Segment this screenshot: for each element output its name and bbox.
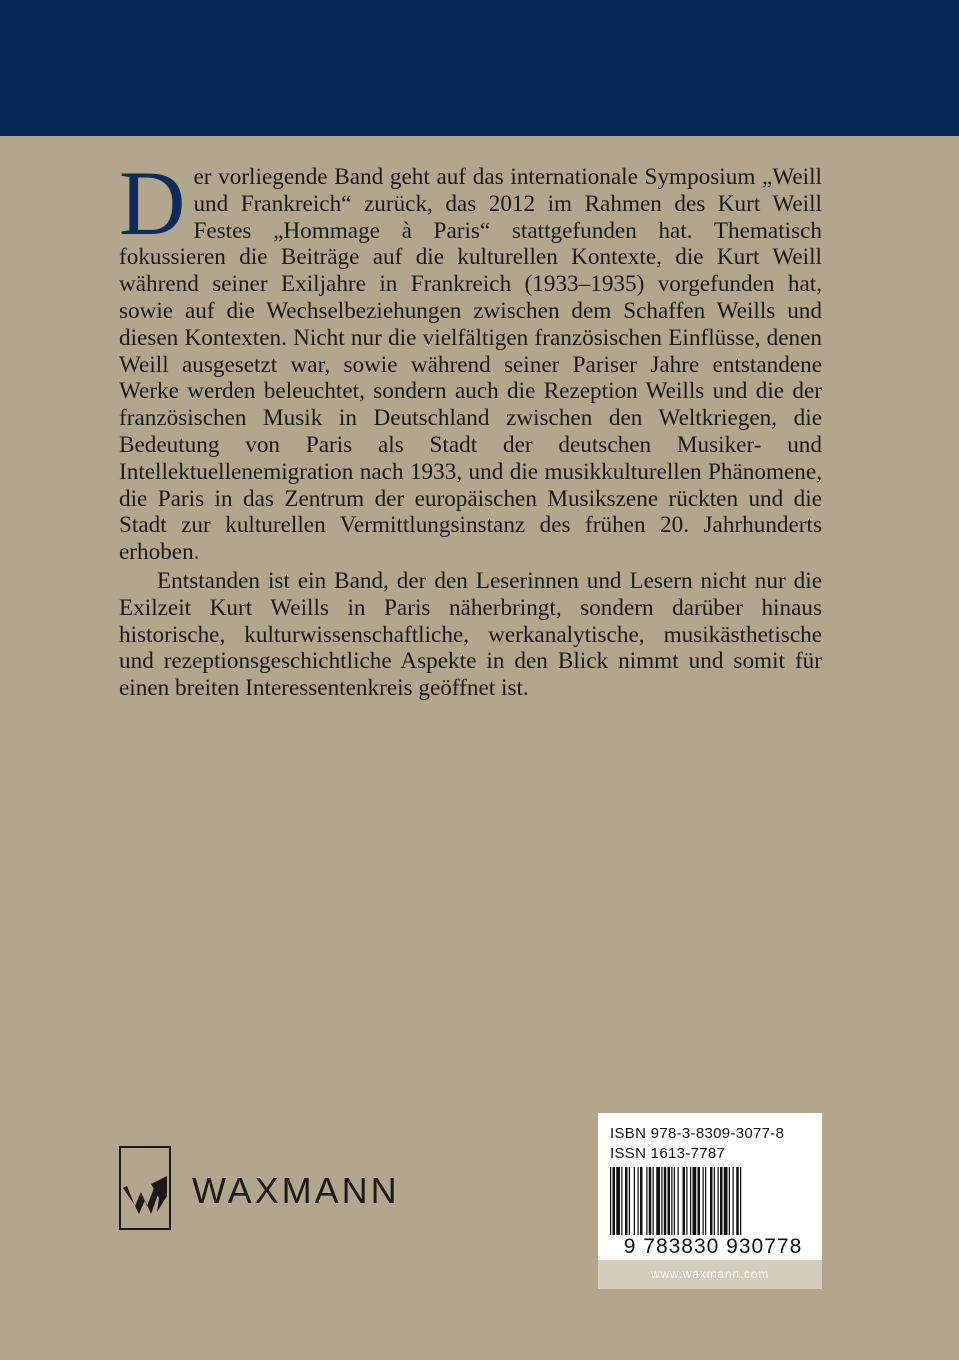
barcode-bar	[710, 1167, 713, 1235]
barcode-bar	[714, 1167, 715, 1235]
barcode-bar	[729, 1167, 730, 1235]
blurb-paragraph-1	[119, 152, 822, 566]
drop-cap: D	[119, 152, 186, 254]
barcode-bar	[664, 1167, 667, 1235]
barcode-bar	[718, 1167, 719, 1235]
barcode-bar	[638, 1167, 639, 1235]
barcode-bar	[668, 1167, 671, 1235]
issn-number: ISSN 1613-7787	[610, 1145, 726, 1162]
barcode-panel	[598, 1113, 822, 1260]
back-cover-blurb	[119, 152, 822, 702]
header-band	[0, 0, 959, 136]
barcode-bar	[705, 1167, 706, 1235]
barcode-bar	[661, 1167, 662, 1235]
blurb-paragraph-1-text: er vorliegende Band geht auf das internationale Symposium „Weill und Frankreich“ zurück, das 2012 im Rahmen des Kurt Weill Festes „Hommage à Paris“ stattgefunden hat. Thematisch fokussieren die Beiträge auf die kulturellen Kontexte, die Kurt Weill während seiner Exiljahre in Frankreich (1933–1935) vorgefunden hat, sowie auf die Wechselbeziehungen zwischen dem Schaffen Weills und diesen Kontexten. Nicht nur die vielfältigen französischen Einflüsse, denen Weill ausgesetzt war, sowie während seiner Pariser Jahre entstandene Werke werden beleuchtet, sondern auch die Rezeption Weills und die der französischen Musik in Deutschland zwischen den Weltkriegen, die Bedeutung von Paris als Stadt der deutschen Musiker- und Intellektuellenemigration nach 1933, und die musikkulturellen Phänomene, die Paris in das Zentrum der europäischen Musikszene rückten und die Stadt zur kulturellen Vermittlungsinstanz des frühen 20. Jahrhunderts erhoben.	[119, 164, 822, 566]
barcode-bar	[625, 1167, 628, 1235]
barcode-bar	[733, 1167, 734, 1235]
barcode-bar	[740, 1167, 741, 1235]
barcode-bar	[629, 1167, 630, 1235]
barcode-bar	[736, 1167, 739, 1235]
barcode-bar	[621, 1167, 622, 1235]
barcode-bar	[653, 1167, 654, 1235]
barcode-bar	[610, 1167, 611, 1235]
barcode-bar	[690, 1167, 691, 1235]
barcode-bar	[656, 1167, 660, 1235]
isbn-number: ISBN 978-3-8309-3077-8	[610, 1125, 785, 1142]
publisher-name: WAXMANN	[192, 1170, 400, 1211]
barcode-bar	[646, 1167, 647, 1235]
barcode-bar	[640, 1167, 643, 1235]
barcode-bars	[610, 1167, 810, 1237]
blurb-paragraph-2: Entstanden ist ein Band, der den Leserinnen und Lesern nicht nur die Exilzeit Kurt Weills in Paris näherbringt, sondern darüber hinaus historische, kulturwissenschaftliche, werkanalytische, musikästhetische und rezeptionsgeschichtliche Aspekte in den Blick nimmt und somit für einen breiten Interessentenkreis geöffnet ist.	[119, 567, 822, 702]
barcode-bar	[720, 1167, 723, 1235]
barcode-bar	[703, 1167, 704, 1235]
barcode-bar	[683, 1167, 686, 1235]
barcode-bar	[693, 1167, 697, 1235]
barcode-bar	[674, 1167, 675, 1235]
barcode-bar	[634, 1167, 635, 1235]
barcode-digits: 9 783830 930778	[623, 1235, 803, 1258]
barcode-bar	[698, 1167, 701, 1235]
barcode-bar	[616, 1167, 620, 1235]
website-bar	[598, 1260, 822, 1289]
barcode-bar	[671, 1167, 672, 1235]
website-url: www.waxmann.com	[650, 1267, 770, 1281]
barcode-bar	[613, 1167, 616, 1235]
barcode-bar	[649, 1167, 652, 1235]
barcode-bar	[678, 1167, 679, 1235]
waxmann-logo-icon	[119, 1146, 171, 1230]
barcode-bar	[686, 1167, 687, 1235]
barcode-bar	[724, 1167, 728, 1235]
